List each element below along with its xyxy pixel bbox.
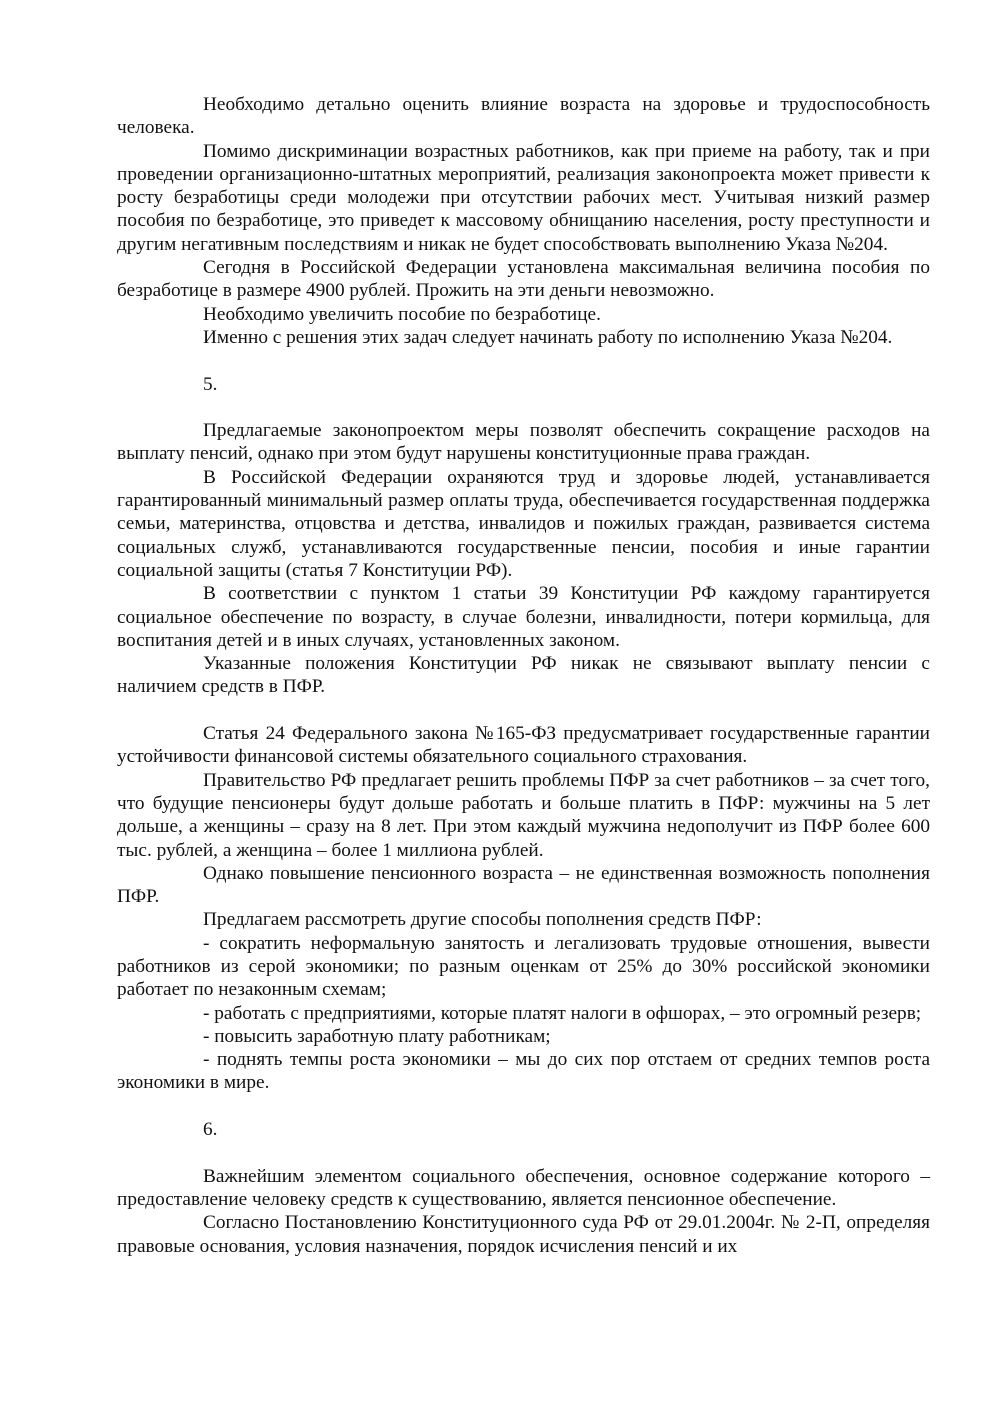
paragraph: Правительство РФ предлагает решить проблемы ПФР за счет работников – за счет того, что будущие пенсионеры будут дольше работать и больше платить в ПФР: мужчины на 5 лет дольше, а женщины – сразу на 8 лет. При этом каждый мужчина недополучит из ПФР более 600 тыс. рублей, а женщина – более 1 миллиона рублей. <box>117 769 930 861</box>
paragraph: В Российской Федерации охраняются труд и здоровье людей, устанавливается гарантированный минимальный размер оплаты труда, обеспечивается государственная поддержка семьи, материнства, отцовства и детства, инвалидов и пожилых граждан, развивается система социальных служб, устанавливаются государственные пенсии, пособия и иные гарантии социальной защиты (статья 7 Конституции РФ). <box>117 466 930 581</box>
spacer <box>117 1141 930 1164</box>
paragraph: Предлагаемые законопроектом меры позволят обеспечить сокращение расходов на выплату пенсий, однако при этом будут нарушены конституционные права граждан. <box>117 420 930 465</box>
list-item: - поднять темпы роста экономики – мы до сих пор отстаем от средних темпов роста экономики в мире. <box>117 1049 930 1094</box>
paragraph: В соответствии с пунктом 1 статьи 39 Конституции РФ каждому гарантируется социальное обеспечение по возрасту, в случае болезни, инвалидности, потери кормильца, для воспитания детей и в иных случаях, установленных законом. <box>117 583 930 651</box>
paragraph: Важнейшим элементом социального обеспечения, основное содержание которого – предоставление человеку средств к существованию, является пенсионное обеспечение. <box>117 1165 930 1210</box>
spacer <box>117 349 930 372</box>
paragraph: Однако повышение пенсионного возраста – не единственная возможность пополнения ПФР. <box>117 862 930 908</box>
paragraph: Именно с решения этих задач следует начинать работу по исполнению Указа №204. <box>203 326 893 348</box>
spacer <box>117 396 930 419</box>
section-number: 6. <box>203 1119 218 1141</box>
list-item: - работать с предприятиями, которые платят налоги в офшорах, – это огромный резерв; <box>203 1002 922 1024</box>
paragraph: Статья 24 Федерального закона №165-ФЗ предусматривает государственные гарантии устойчивости финансовой системы обязательного социального страхования. <box>117 723 930 768</box>
paragraph: Предлагаем рассмотреть другие способы пополнения средств ПФР: <box>203 909 762 931</box>
spacer <box>117 1095 930 1118</box>
section-number: 5. <box>203 373 218 395</box>
list-item: - сократить неформальную занятость и легализовать трудовые отношения, вывести работников из серой экономики; по разным оценкам от 25% до 30% российской экономики работает по незаконным схемам; <box>117 932 930 1001</box>
spacer <box>117 699 930 722</box>
paragraph: Необходимо увеличить пособие по безработице. <box>203 303 601 325</box>
paragraph: Помимо дискриминации возрастных работников, как при приеме на работу, так и при проведении организационно-штатных мероприятий, реализация законопроекта может привести к росту безработицы среди молодежи при отсутствии рабочих мест. Учитывая низкий размер пособия по безработице, это приведет к массовому обнищанию населения, росту преступности и другим негативным последствиям и никак не будет способствовать выполнению Указа №204. <box>117 140 930 255</box>
paragraph: Указанные положения Конституции РФ никак не связывают выплату пенсии с наличием средств в ПФР. <box>117 653 930 698</box>
paragraph: Сегодня в Российской Федерации установлена максимальная величина пособия по безработице в размере 4900 рублей. Прожить на эти деньги невозможно. <box>117 257 930 302</box>
paragraph: Необходимо детально оценить влияние возраста на здоровье и трудоспособность человека. <box>117 94 930 139</box>
list-item: - повысить заработную плату работникам; <box>203 1025 551 1047</box>
paragraph: Согласно Постановлению Конституционного суда РФ от 29.01.2004г. № 2-П, определяя правовые основания, условия назначения, порядок исчисления пенсий и их <box>117 1212 930 1257</box>
